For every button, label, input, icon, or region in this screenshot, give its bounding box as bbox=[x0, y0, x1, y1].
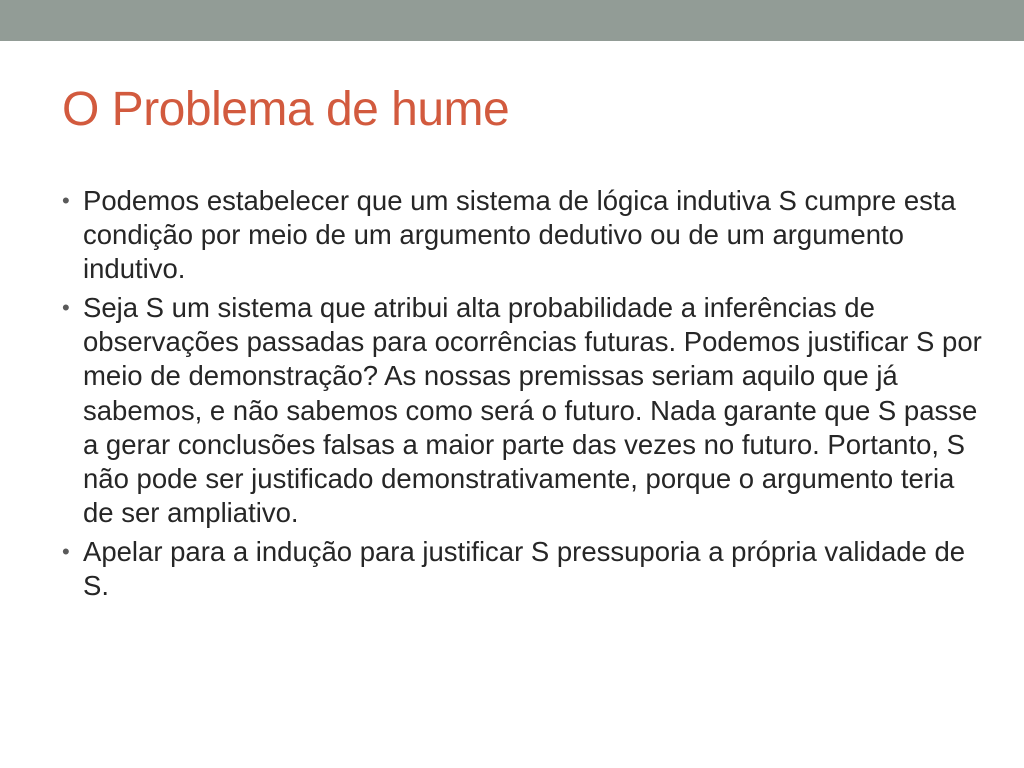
bullet-icon: • bbox=[62, 188, 70, 213]
bullet-list bbox=[62, 184, 982, 608]
slide-title: O Problema de hume bbox=[62, 83, 510, 136]
top-accent-bar bbox=[0, 0, 1024, 41]
bullet-item bbox=[62, 291, 982, 530]
bullet-text: Podemos estabelecer que um sistema de lógica indutiva S cumpre esta condição por meio de um argumento dedutivo ou de um argumento indutivo. bbox=[83, 185, 956, 285]
bullet-text: Seja S um sistema que atribui alta probabilidade a inferências de observações passadas para ocorrências futuras. Podemos justificar S por meio de demonstração? As nossas premissas seriam aquilo que já sabemos, e não sabemos como será o futuro. Nada garante que S passe a gerar conclusões falsas a maior parte das vezes no futuro. Portanto, S não pode ser justificado demonstrativamente, porque o argumento teria de ser ampliativo. bbox=[83, 292, 982, 528]
bullet-text: Apelar para a indução para justificar S pressuporia a própria validade de S. bbox=[83, 535, 966, 602]
bullet-icon: • bbox=[62, 295, 70, 321]
bullet-icon: • bbox=[62, 538, 70, 564]
bullet-item bbox=[62, 535, 982, 603]
bullet-item bbox=[62, 184, 982, 286]
